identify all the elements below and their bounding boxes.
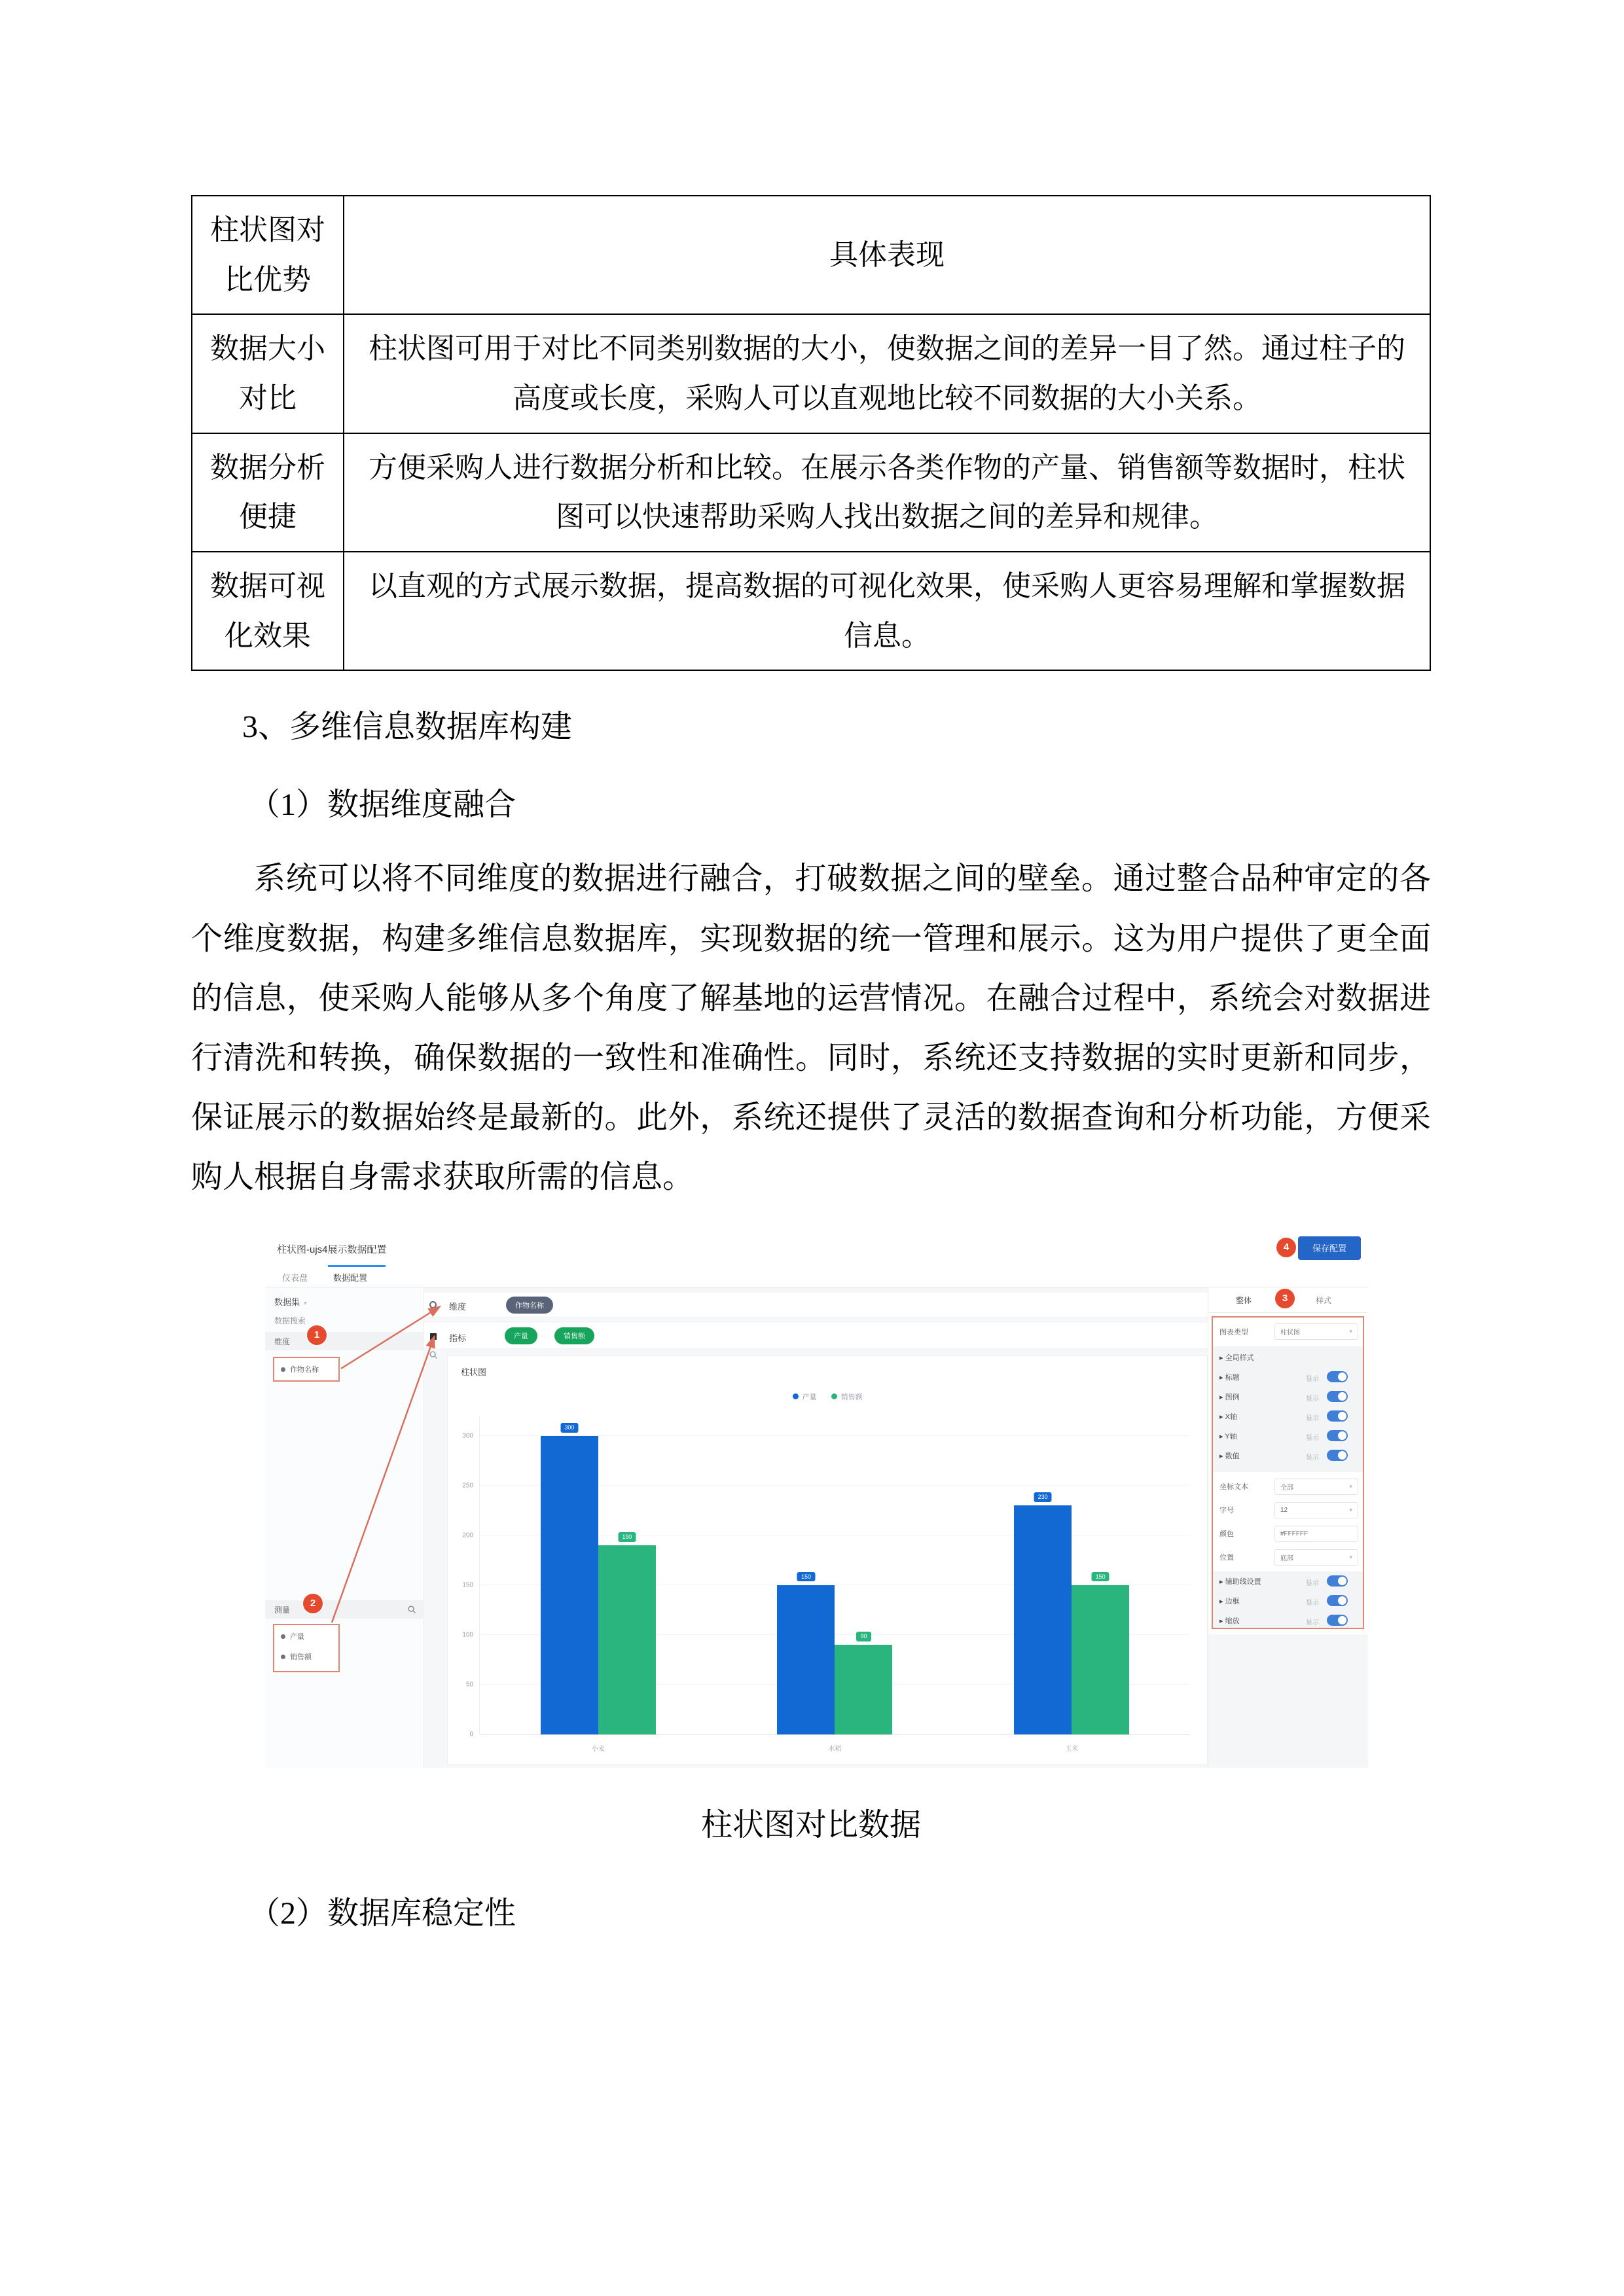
figure-caption: 柱状图对比数据	[700, 1807, 921, 1842]
toggle-switch[interactable]	[1327, 1430, 1348, 1441]
bar-plot	[462, 1416, 1190, 1753]
position-label: 位置	[1219, 1553, 1234, 1562]
toggle-switch[interactable]	[1327, 1371, 1348, 1382]
font-select[interactable]: 全部 ▾	[1274, 1479, 1358, 1495]
toggle-label: ▸ 标题	[1219, 1373, 1240, 1382]
bar-销售额[interactable]	[835, 1632, 892, 1734]
measure-fields-box	[273, 1624, 340, 1672]
chevron-down-icon: ▾	[1349, 1482, 1352, 1490]
toggle-row	[1213, 1611, 1363, 1630]
annotation-step-2: 2	[303, 1594, 323, 1613]
toggle-row	[1213, 1591, 1363, 1611]
toggle-label: ▸ Y轴	[1219, 1432, 1237, 1441]
search-icon[interactable]	[429, 1350, 438, 1359]
toggle-switch[interactable]	[1327, 1410, 1348, 1422]
dimension-field-box	[273, 1357, 340, 1382]
color-input[interactable]: #FFFFFF	[1274, 1526, 1358, 1542]
chart-title: 柱状图	[461, 1367, 487, 1377]
table-cell-term: 数据分析便捷	[192, 433, 344, 552]
table-row	[192, 552, 1430, 670]
annotation-step-4: 4	[1276, 1238, 1296, 1257]
search-icon[interactable]	[407, 1605, 416, 1614]
metric-dropzone-label: 指标	[449, 1333, 467, 1343]
save-config-button[interactable]: 保存配置	[1298, 1236, 1361, 1260]
bar-产量[interactable]	[777, 1573, 835, 1734]
y-axis-tick: 50	[465, 1681, 473, 1689]
data-search-label[interactable]: 数据搜索	[274, 1316, 306, 1325]
toggle-switch[interactable]	[1327, 1391, 1348, 1402]
legend-item[interactable]	[793, 1391, 817, 1402]
chart-card	[447, 1355, 1208, 1765]
toggle-knob	[1338, 1616, 1346, 1624]
chart-type-label: 图表类型	[1219, 1328, 1248, 1336]
chevron-down-icon: ▾	[1349, 1553, 1352, 1560]
measure-section-band	[265, 1600, 424, 1619]
table-cell-desc: 方便采购人进行数据分析和比较。在展示各类作物的产量、销售额等数据时，柱状图可以快速帮助采购人找出数据之间的差异和规律。	[344, 433, 1430, 552]
y-axis-tick: 300	[462, 1432, 473, 1440]
metric-square-icon	[430, 1333, 437, 1340]
toggle-label: ▸ 数值	[1219, 1452, 1240, 1460]
bi-settings-panel	[1208, 1287, 1368, 1768]
show-label: 显示	[1306, 1454, 1319, 1462]
dataset-label[interactable]: 数据集 ▾	[274, 1297, 307, 1307]
show-label: 显示	[1306, 1579, 1319, 1587]
show-label: 显示	[1306, 1599, 1319, 1607]
bar-value-badge: 90	[856, 1632, 871, 1641]
chart-type-select[interactable]: 柱状图 ▾	[1274, 1323, 1358, 1340]
metric-chip[interactable]: 产量	[505, 1327, 537, 1344]
bar-group	[777, 1416, 892, 1753]
measure-field-label: 产量	[290, 1632, 304, 1641]
show-label: 显示	[1306, 1434, 1319, 1442]
dimension-field-item[interactable]: 作物名称	[281, 1364, 319, 1374]
tab-dashboard[interactable]: 仪表盘	[282, 1272, 308, 1283]
table-cell-desc: 以直观的方式展示数据，提高数据的可视化效果，使采购人更容易理解和掌握数据信息。	[344, 552, 1430, 670]
panel-config-box	[1212, 1316, 1364, 1629]
toggle-switch[interactable]	[1327, 1595, 1348, 1606]
toggle-row	[1213, 1367, 1363, 1387]
metric-dropzone[interactable]	[424, 1323, 1208, 1349]
measure-section-label: 测量	[274, 1605, 291, 1615]
bar-销售额[interactable]	[1072, 1573, 1129, 1734]
bar-产量[interactable]	[1014, 1494, 1072, 1734]
toggle-row	[1213, 1407, 1363, 1426]
toggle-row	[1213, 1426, 1363, 1446]
legend-label: 销售额	[840, 1393, 863, 1401]
toggle-label: ▸ 辅助线设置	[1219, 1577, 1261, 1586]
active-tab-indicator	[328, 1265, 386, 1267]
toggle-switch[interactable]	[1327, 1450, 1348, 1461]
x-axis-label: 小麦	[591, 1745, 605, 1753]
color-label: 颜色	[1219, 1530, 1234, 1538]
chevron-down-icon: ▾	[1349, 1506, 1352, 1513]
bar-销售额[interactable]	[598, 1533, 656, 1734]
table-cell-term: 数据大小对比	[192, 314, 344, 433]
chart-legend	[448, 1391, 1207, 1402]
bar-value-badge: 230	[1034, 1492, 1052, 1502]
dimension-section-band	[265, 1332, 424, 1350]
table-row	[192, 433, 1430, 552]
show-label: 显示	[1306, 1395, 1319, 1403]
bi-sidebar	[265, 1287, 424, 1768]
y-axis-tick: 0	[469, 1731, 473, 1738]
toggle-label: ▸ X轴	[1219, 1412, 1237, 1421]
toggle-knob	[1338, 1451, 1346, 1460]
show-label: 显示	[1306, 1414, 1319, 1422]
bar-group	[1014, 1416, 1129, 1753]
table-cell-desc: 柱状图可用于对比不同类别数据的大小，使数据之间的差异一目了然。通过柱子的高度或长度，采购人可以直观地比较不同数据的大小关系。	[344, 314, 1430, 433]
chevron-down-icon: ▾	[1349, 1327, 1352, 1335]
subsection-heading-1: （1）数据维度融合	[249, 787, 516, 823]
table-header-desc: 具体表现	[344, 196, 1430, 314]
bar-value-badge: 300	[560, 1423, 578, 1433]
bar-value-badge: 150	[1092, 1572, 1110, 1582]
toggle-knob	[1338, 1372, 1346, 1381]
bar-value-badge: 150	[797, 1572, 815, 1582]
table-row	[192, 314, 1430, 433]
toggle-row	[1213, 1387, 1363, 1407]
toggle-label: ▸ 缩放	[1219, 1617, 1240, 1625]
legend-dot	[831, 1393, 837, 1399]
toggle-knob	[1338, 1577, 1346, 1585]
advantages-table	[191, 195, 1431, 671]
toggle-row	[1213, 1446, 1363, 1465]
show-label: 显示	[1306, 1375, 1319, 1383]
toggle-label: ▸ 边框	[1219, 1597, 1240, 1605]
bar-group	[541, 1416, 656, 1753]
bi-window-title: 柱状图-ujs4展示数据配置	[277, 1244, 387, 1255]
chevron-down-icon: ▾	[304, 1299, 307, 1306]
metric-chip[interactable]: 销售额	[554, 1327, 594, 1344]
toggle-label: ▸ 图例	[1219, 1393, 1240, 1401]
panel-divider	[1208, 1312, 1368, 1313]
field-dot-icon	[281, 1655, 285, 1659]
global-style-group	[1213, 1346, 1363, 1472]
toggle-knob	[1338, 1596, 1346, 1605]
toggle-row	[1213, 1571, 1363, 1591]
y-axis-tick: 100	[462, 1631, 473, 1639]
x-axis-label: 水稻	[828, 1745, 842, 1753]
extra-toggle-group	[1213, 1571, 1363, 1628]
measure-field-item[interactable]	[281, 1651, 312, 1662]
body-paragraph: 系统可以将不同维度的数据进行融合，打破数据之间的壁垒。通过整合品种审定的各个维度数据，构建多维信息数据库，实现数据的统一管理和展示。这为用户提供了更全面的信息，使采购人能够从多个角度了解基地的运营情况。在融合过程中，系统会对数据进行清洗和转换，确保数据的一致性和准确性。同时，系统还支持数据的实时更新和同步，保证展示的数据始终是最新的。此外，系统还提供了灵活的数据查询和分析功能，方便采购人根据自身需求获取所需的信息。	[191, 861, 1431, 1195]
table-header-row	[192, 196, 1430, 314]
field-dot-icon	[281, 1367, 285, 1372]
section-heading: 3、多维信息数据库构建	[242, 709, 573, 745]
toggle-knob	[1338, 1412, 1346, 1420]
subsection-heading-2: （2）数据库稳定性	[249, 1895, 516, 1931]
font-size-label: 字号	[1219, 1506, 1234, 1515]
x-axis-label: 玉米	[1065, 1745, 1079, 1753]
annotation-step-1: 1	[307, 1325, 327, 1345]
global-style-label: ▸ 全局样式	[1219, 1354, 1254, 1362]
table-cell-term: 数据可视化效果	[192, 552, 344, 670]
measure-field-item[interactable]	[281, 1631, 304, 1641]
bar-value-badge: 190	[618, 1532, 636, 1542]
dimension-ring-icon	[429, 1301, 437, 1308]
table-header-term: 柱状图对比优势	[192, 196, 344, 314]
measure-field-label: 销售额	[290, 1653, 312, 1661]
bar-groups	[480, 1416, 1190, 1753]
dimension-dropzone-label: 维度	[449, 1301, 467, 1312]
dimension-section-label: 维度	[274, 1336, 291, 1346]
panel-tab-overall[interactable]: 整体	[1236, 1295, 1252, 1305]
bi-topbar	[265, 1231, 1368, 1265]
y-axis-tick: 250	[462, 1482, 473, 1490]
dimension-chip[interactable]: 作物名称	[506, 1297, 553, 1314]
position-select[interactable]: 底部 ▾	[1274, 1549, 1358, 1566]
annotation-step-3: 3	[1275, 1289, 1295, 1308]
y-axis-tick: 150	[462, 1581, 473, 1589]
tab-data-config[interactable]: 数据配置	[333, 1272, 368, 1283]
font-label: 坐标文本	[1219, 1482, 1248, 1491]
toggle-switch[interactable]	[1327, 1615, 1348, 1626]
legend-item[interactable]	[831, 1391, 863, 1402]
bar-产量[interactable]	[541, 1424, 598, 1734]
legend-label: 产量	[802, 1393, 817, 1401]
dimension-dropzone[interactable]	[424, 1293, 1208, 1318]
legend-dot	[793, 1393, 799, 1399]
bi-tabstrip	[265, 1265, 1368, 1287]
bi-dropzones	[424, 1287, 1208, 1359]
toggle-switch[interactable]	[1327, 1575, 1348, 1587]
toggle-knob	[1338, 1392, 1346, 1401]
toggle-knob	[1338, 1431, 1346, 1440]
bi-screenshot	[265, 1231, 1368, 1768]
show-label: 显示	[1306, 1619, 1319, 1626]
font-size-select[interactable]: 12 ▾	[1274, 1502, 1358, 1518]
panel-footer	[1208, 1634, 1368, 1768]
panel-tab-style[interactable]: 样式	[1316, 1295, 1332, 1305]
y-axis-tick: 200	[462, 1532, 473, 1539]
field-dot-icon	[281, 1634, 285, 1639]
